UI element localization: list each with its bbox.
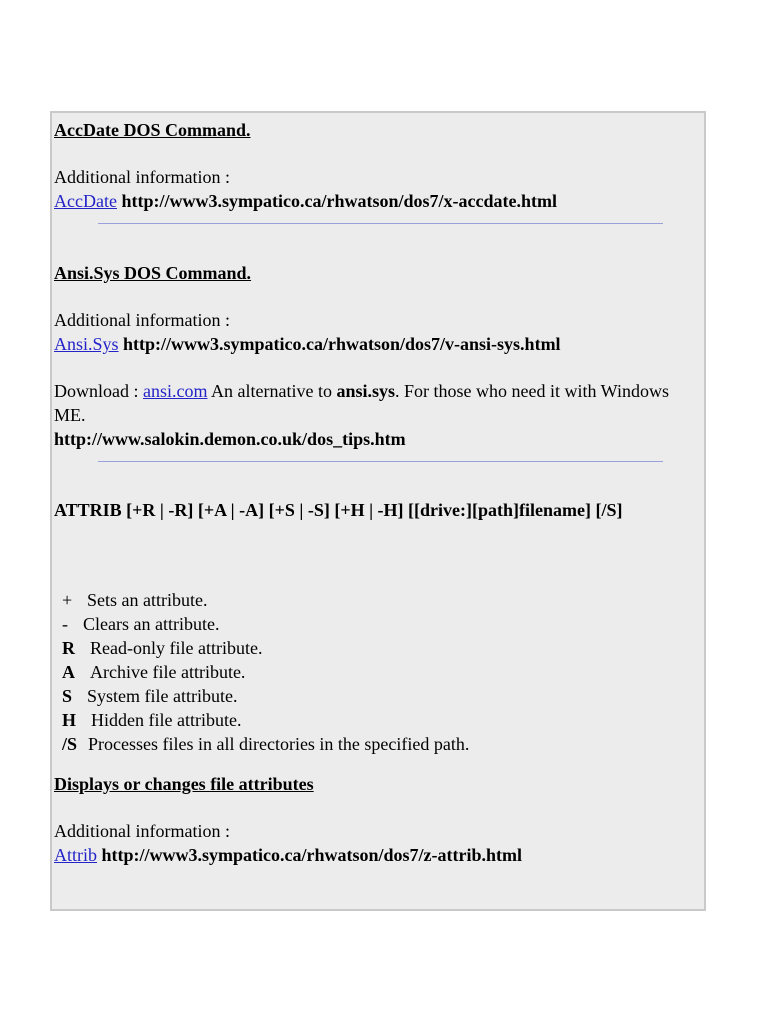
spacer [54, 522, 700, 588]
accdate-url: http://www3.sympatico.ca/rhwatson/dos7/x-accdate.html [121, 191, 557, 211]
option-key: S [62, 686, 73, 706]
option-row [54, 708, 700, 732]
option-desc: Processes files in all directories in the specified path. [88, 734, 470, 754]
spacer [54, 796, 700, 819]
option-desc: Archive file attribute. [90, 662, 246, 682]
option-desc: Read-only file attribute. [90, 638, 263, 658]
ansi-download-row [54, 379, 700, 427]
ansi-heading: Ansi.Sys DOS Command. [54, 263, 252, 283]
option-row [54, 732, 700, 756]
option-key: R [62, 638, 75, 658]
option-key: A [62, 662, 75, 682]
download-text-2: . For those who need it with Windows ME. [54, 381, 669, 425]
option-desc: System file attribute. [87, 686, 238, 706]
download-url: http://www.salokin.demon.co.uk/dos_tips.htm [54, 429, 406, 449]
attrib-heading: Displays or changes file attributes [54, 774, 314, 794]
option-row [54, 588, 700, 612]
accdate-link-row [54, 189, 700, 213]
accdate-info-label: Additional information : [54, 167, 230, 187]
option-key: + [62, 590, 73, 610]
ansi-url: http://www3.sympatico.ca/rhwatson/dos7/v-ansi-sys.html [123, 334, 561, 354]
attrib-info-label: Additional information : [54, 821, 230, 841]
spacer [54, 756, 700, 772]
option-key: H [62, 710, 77, 730]
document-content [54, 118, 700, 867]
download-bold-text: ansi.sys [336, 381, 396, 401]
spacer [54, 224, 700, 261]
option-row [54, 612, 700, 636]
option-desc: Hidden file attribute. [91, 710, 242, 730]
accdate-link[interactable]: AccDate [54, 191, 117, 211]
ansi-link[interactable]: Ansi.Sys [54, 334, 119, 354]
option-desc: Sets an attribute. [87, 590, 208, 610]
option-desc: Clears an attribute. [83, 614, 220, 634]
ansi-com-link[interactable]: ansi.com [143, 381, 208, 401]
spacer [54, 462, 700, 498]
download-label: Download : [54, 381, 139, 401]
spacer [54, 285, 700, 308]
option-row [54, 636, 700, 660]
ansi-link-row [54, 332, 700, 356]
download-text-1: An alternative to [211, 381, 332, 401]
spacer [54, 356, 700, 379]
accdate-heading: AccDate DOS Command. [54, 120, 251, 140]
option-row [54, 660, 700, 684]
attrib-link[interactable]: Attrib [54, 845, 97, 865]
ansi-info-label: Additional information : [54, 310, 230, 330]
option-key: - [62, 614, 68, 634]
spacer [54, 142, 700, 165]
attrib-syntax: ATTRIB [+R | -R] [+A | -A] [+S | -S] [+H | -H] [[drive:][path]filename] [/S] [54, 500, 623, 520]
attrib-link-row [54, 843, 700, 867]
option-row [54, 684, 700, 708]
document-panel [50, 111, 706, 911]
option-key: /S [62, 734, 78, 754]
attrib-url: http://www3.sympatico.ca/rhwatson/dos7/z-attrib.html [101, 845, 522, 865]
